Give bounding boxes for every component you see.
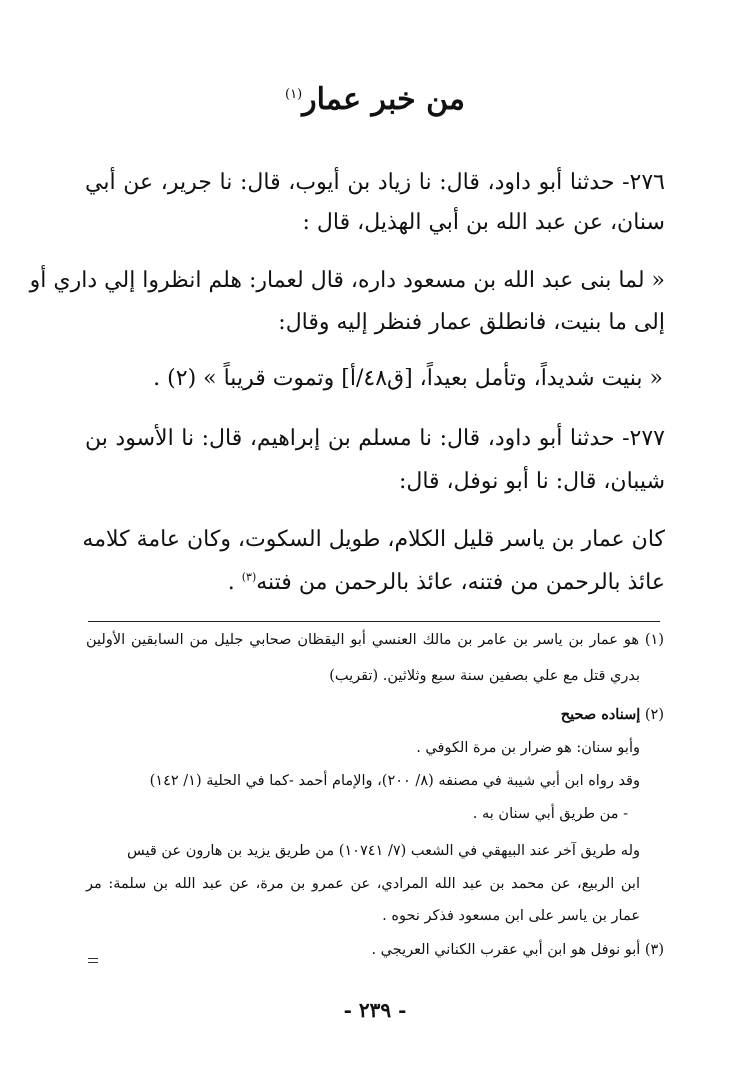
footnote-separator bbox=[88, 621, 660, 622]
footnote-1-line-1: (١) هو عمار بن ياسر بن عامر بن مالك العنسي أبو اليقظان صحابي جليل من السابقين الأولين bbox=[86, 632, 664, 648]
title-footnote-ref: (١) bbox=[285, 87, 303, 102]
footnote-2-heading bbox=[86, 706, 664, 723]
footnote-ref-3: (٣) bbox=[241, 570, 257, 584]
footnote-1-line-2: بدري قتل مع علي بصفين سنة سبع وثلاثين. (تقريب) bbox=[329, 668, 640, 684]
hadith-276-line-1: ٢٧٦- حدثنا أبو داود، قال: نا زياد بن أيوب، قال: نا جرير، عن أبي bbox=[85, 170, 665, 195]
ammar-text-line-2 bbox=[85, 570, 665, 595]
ammar-text-line-2-body: عائذ بالرحمن من فتنه، عائذ بالرحمن من فتنه bbox=[256, 570, 665, 595]
ammar-text-end: . bbox=[227, 570, 242, 595]
footnote-2-number: (٢) bbox=[644, 707, 664, 723]
hadith-277-line-2: شيبان، قال: نا أبو نوفل، قال: bbox=[398, 469, 665, 494]
footnote-2-line-1: وأبو سنان: هو ضرار بن مرة الكوفي . bbox=[416, 740, 640, 756]
footnote-2-line-3: - من طريق أبي سنان به . bbox=[472, 806, 628, 822]
margin-mark bbox=[88, 958, 98, 963]
ammar-text-line-1: كان عمار بن ياسر قليل الكلام، طويل السكوت، وكان عامة كلامه bbox=[82, 527, 665, 552]
quote-2: « بنيت شديداً، وتأمل بعيداً، [ق٤٨/أ] وتموت قريباً » (٢) . bbox=[153, 366, 663, 391]
hadith-277-line-1: ٢٧٧- حدثنا أبو داود، قال: نا مسلم بن إبراهيم، قال: نا الأسود بن bbox=[85, 426, 665, 451]
footnote-2-line-6: عمار بن ياسر على ابن مسعود فذكر نحوه . bbox=[382, 908, 640, 924]
footnote-2-title: إسناده صحيح bbox=[560, 706, 641, 723]
hadith-276-line-2: سنان، عن عبد الله بن أبي الهذيل، قال : bbox=[302, 210, 665, 235]
footnote-3: (٣) أبو نوفل هو ابن أبي عقرب الكناني العريجي . bbox=[371, 942, 664, 958]
footnote-2-line-4: وله طريق آخر عند البيهقي في الشعب (٧/ ١٠٧٤١) من طريق يزيد بن هارون عن قيس bbox=[127, 843, 640, 859]
page-number: - ٢٣٩ - bbox=[343, 998, 407, 1022]
footnote-2-line-2: وقد رواه ابن أبي شيبة في مصنفه (٨/ ٢٠٠)، والإمام أحمد -كما في الحلية (١/ ١٤٢) bbox=[149, 773, 640, 789]
title-text: من خبر عمار bbox=[302, 82, 465, 117]
page-title bbox=[0, 82, 750, 117]
quote-1-line-1: « لما بنى عبد الله بن مسعود داره، قال لعمار: هلم انظروا إلي داري أو bbox=[29, 268, 665, 293]
quote-1-line-2: إلى ما بنيت، فانطلق عمار فنظر إليه وقال: bbox=[278, 310, 665, 335]
footnote-2-line-5: ابن الربيع، عن محمد بن عبد الله المرادي، عن عمرو بن مرة، عن عبد الله بن سلمة: مر bbox=[86, 876, 640, 892]
